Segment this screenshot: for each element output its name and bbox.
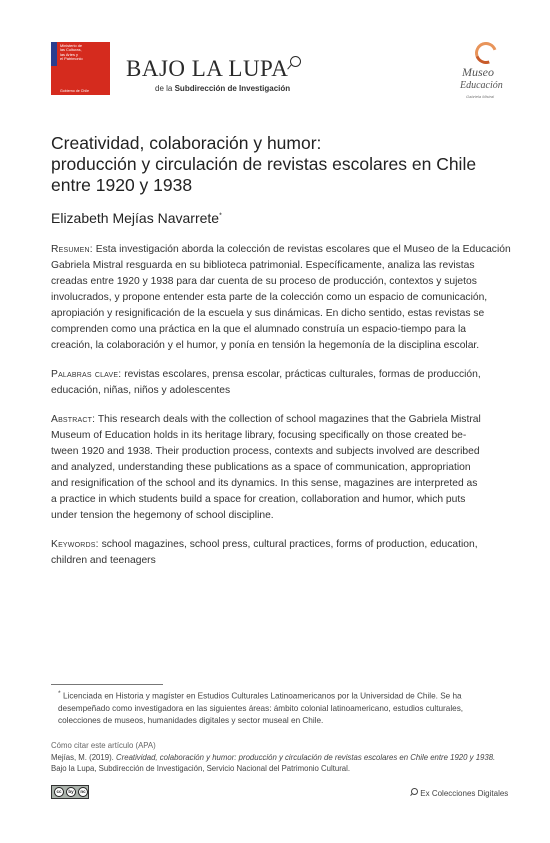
resumen-line: Gabriela Mistral resguarda en su biblioteca patrimonial. Específicamente, analiza las revistas <box>51 260 475 271</box>
resumen-line: apropiación y resignificación de la escuela y sus dinámicas. En dicho sentido, estas revistas se <box>51 308 485 319</box>
citation-title: Creatividad, colaboración y humor: producción y circulación de revistas escolares en Chile entre 1920 y 1938. <box>116 753 496 762</box>
footnote-rule <box>51 684 163 685</box>
nc-icon: nc <box>78 787 88 797</box>
article-title <box>51 133 511 196</box>
abstract-line: a practice in which students build a space for creation, collaboration and humor, which puts <box>51 494 466 505</box>
footnote-line: Licenciada en Historia y magíster en Estudios Culturales Latinoamericanos por la Universidad de Chile. Se ha <box>60 691 462 701</box>
gov-footer: Gobierno de Chile <box>60 89 89 93</box>
palabras-line: educación, niñas, niños y adolescentes <box>51 385 231 396</box>
brand-title <box>126 56 301 82</box>
author-name: Elizabeth Mejías Navarrete <box>51 210 220 226</box>
author-footnote-mark: * <box>219 212 222 220</box>
abstract-line: and analyzed, understanding these publications as a space of communication, appropriation <box>51 462 471 473</box>
abstract-line: Museum of Education holds in its heritage library, focusing specifically on those created be- <box>51 430 467 441</box>
abstract-line: and resignification of the school and its dynamics. In this sense, magazines are interpreted as <box>51 478 478 489</box>
creative-commons-badge[interactable] <box>51 785 89 799</box>
resumen-line: creación, la colaboración y el humor, y ponía en tensión la hegemonía de la disciplina escolar. <box>51 340 480 351</box>
resumen-line: comprenden como una práctica en la que el alumnado construía un espacio-tiempo para la <box>51 324 466 335</box>
citation <box>51 752 501 774</box>
brand-title-text: BAJO LA LUPA <box>126 56 289 81</box>
museo-logo-word: Museo <box>462 65 494 79</box>
abstract-line: This research deals with the collection of school magazines that the Gabriela Mistral <box>95 414 481 425</box>
footnote-line: desempeñado como investigadora en las siguientes áreas: ámbito colonial latinoamericano, estudios culturales, <box>58 703 464 713</box>
resumen-label: Resumen: <box>51 244 93 255</box>
museo-logo-word2: Educación <box>460 80 503 91</box>
resumen-line: involucrados, y propone entender esta parte de la colección como un espacio de comunicación, <box>51 292 488 303</box>
citation-prefix: Mejías, M. (2019). <box>51 753 116 762</box>
keywords-line: school magazines, school press, cultural practices, forms of production, education, <box>98 539 478 550</box>
palabras-label: Palabras clave: <box>51 369 122 380</box>
abstract-line: tween 1920 and 1938. Their production process, contexts and subjects involved are described <box>51 446 480 457</box>
keywords-line: children and teenagers <box>51 555 156 566</box>
collection-prefix: Ex <box>420 789 430 798</box>
museo-swirl-icon <box>471 38 500 67</box>
collection-name: Colecciones Digitales <box>431 789 509 798</box>
resumen-line: creadas entre 1920 y 1938 para dar cuenta de su proceso de producción, contextos y sujetos <box>51 276 477 287</box>
government-logo <box>51 42 110 95</box>
citation-heading: Cómo citar este artículo (APA) <box>51 741 156 750</box>
palabras-clave-paragraph <box>51 367 499 399</box>
magnifier-icon <box>290 56 301 67</box>
keywords-label: Keywords: <box>51 539 99 550</box>
abstract-label: Abstract: <box>51 414 96 425</box>
footnote-mark: * <box>58 690 61 697</box>
title-line: Creatividad, colaboración y humor: <box>51 133 322 153</box>
magnifier-icon <box>411 788 418 795</box>
abstract-paragraph <box>51 412 499 524</box>
title-line: producción y circulación de revistas escolares en Chile <box>51 154 477 174</box>
keywords-paragraph <box>51 537 499 569</box>
brand-sub-strong: Subdirección de Investigación <box>174 84 291 93</box>
abstract-line: under tension the hegemony of school discipline. <box>51 510 274 521</box>
ministry-line: las Culturas, <box>60 47 82 53</box>
brand-sub-prefix: de la <box>155 84 173 93</box>
author <box>51 210 222 226</box>
title-line: entre 1920 y 1938 <box>51 175 193 195</box>
brand-subtitle <box>155 84 290 93</box>
ministry-block <box>57 42 110 95</box>
collection-credit <box>411 789 508 798</box>
resumen-line: Esta investigación aborda la colección de revistas escolares que el Museo de la Educación <box>92 244 511 255</box>
by-icon: by <box>66 787 76 797</box>
footnote-line: colecciones de museos, humanidades digitales y sector museal en Chile. <box>58 715 324 725</box>
ministry-line: Ministerio de <box>60 43 83 48</box>
footnote <box>58 688 500 727</box>
cc-icon: cc <box>54 787 64 797</box>
ministry-line: las Artes y <box>60 51 78 57</box>
resumen-paragraph <box>51 242 511 354</box>
ministry-line: el Patrimonio <box>60 55 83 61</box>
museo-logo-tag: Gabriela Mistral <box>466 94 495 99</box>
citation-suffix: Bajo la Lupa, Subdirección de Investigación, Servicio Nacional del Patrimonio Cultural. <box>51 764 351 773</box>
palabras-line: revistas escolares, prensa escolar, prácticas culturales, formas de producción, <box>121 369 481 380</box>
